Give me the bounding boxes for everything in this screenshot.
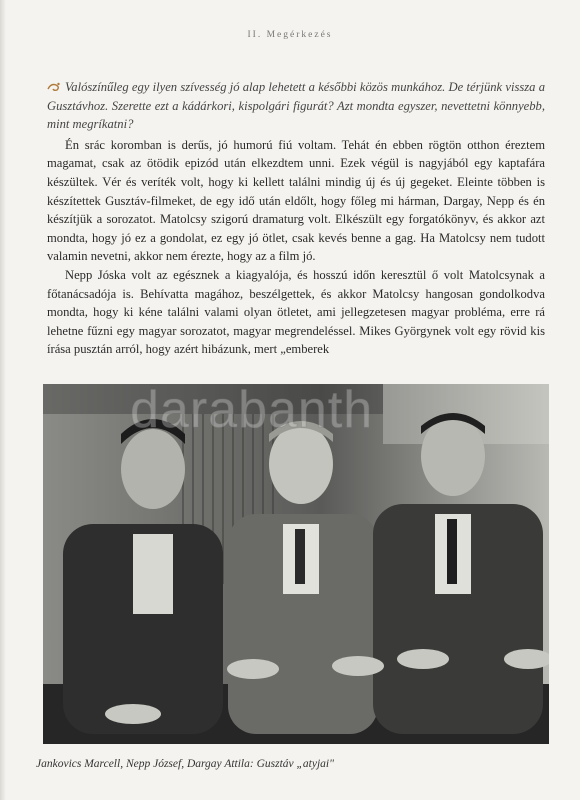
photo-caption: Jankovics Marcell, Nepp József, Dargay Attila: Gusztáv „atyjai" bbox=[36, 758, 334, 770]
interview-question bbox=[47, 78, 545, 134]
paragraph: Nepp Jóska volt az egésznek a kiagyalója, és hosszú időn keresztül ő volt Matolcsynak a főtanácsadója is. Behívatta magához, beszélgettek, és akkor Matolcsy hangosan gondolkodva mondta, hogy ki kéne találni valami olyan ötletet, ami jellegzetesen magyar probléma, erre rá lehetne fűzni egy magyar sorozatot, magyar megrendeléssel. Mikes Györgynek volt egy rövid kis írása pusztán arról, hogy azért hibázunk, mert „emberek bbox=[47, 267, 545, 357]
paragraph: Én srác koromban is derűs, jó humorú fiú voltam. Tehát én ebben rögtön otthon éreztem magamat, csak az ötödik epizód után elkezdtem unni. Ezek végül is nagyjából egy kaptafára készültek. Vér és veríték volt, hogy ki kellett találni mindig új és új gegeket. Eleinte többen is készítettek Gusztáv-filmeket, de egy idő után eldőlt, hogy főleg mi hárman, Dargay, Nepp és én készítjük a sorozatot. Matolcsy szigorú dramaturg volt. Elkészült egy forgatókönyv, és akkor azt mondta, hogy jó ez a gondolat, ez egy jó ötlet, csak kevés benne a gag. Ha Matolcsy nem tudott valamin nevetni, akkor nem érezte, hogy az a film jó. bbox=[47, 137, 545, 264]
question-mark-icon bbox=[47, 82, 61, 92]
text-block bbox=[47, 78, 545, 359]
question-text: Valószínűleg egy ilyen szívesség jó alap lehetett a későbbi közös munkához. De térjünk vissza a Gusztávhoz. Szerette ezt a kádárkori, kispolgári figurát? Azt mondta egyszer, nevettetni könnyebb, mint megríkatni? bbox=[47, 80, 545, 132]
running-head: II. Megérkezés bbox=[247, 30, 333, 40]
watermark: darabanth bbox=[130, 381, 374, 439]
page-edge bbox=[0, 0, 6, 800]
